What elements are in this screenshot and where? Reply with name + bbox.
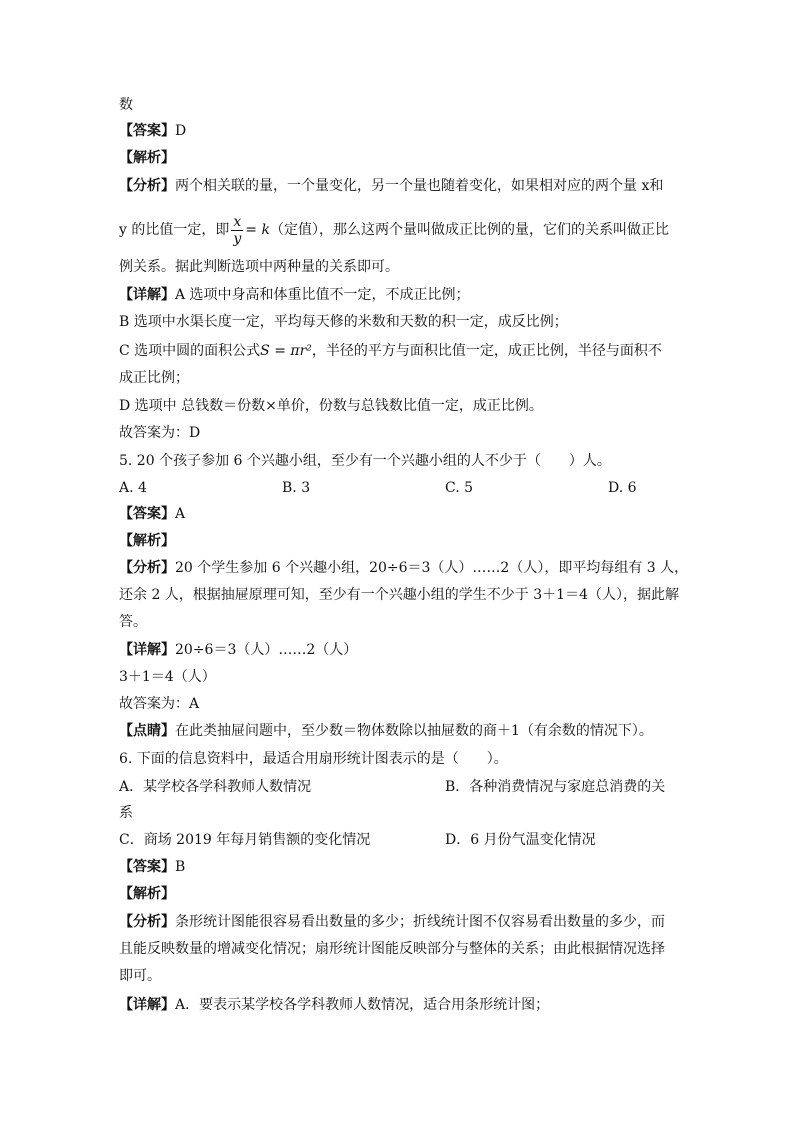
fenxi-tag: 【分析】 — [119, 560, 175, 576]
xiangjie-tag: 【详解】 — [119, 997, 175, 1013]
answer-value: A — [175, 506, 186, 522]
continued-text — [119, 95, 133, 115]
answer-value: B — [175, 859, 186, 875]
q6-jiexi: 【解析】 — [119, 886, 175, 902]
fraction-denominator: y — [233, 230, 242, 247]
q4-xiangjie-line-3 — [119, 341, 662, 361]
q5-xiangjie-line-1 — [119, 640, 357, 660]
q5-question: 5. 20 个孩子参加 6 个兴趣小组，至少有一个兴趣小组的人不少于（ ）人。 — [119, 453, 611, 469]
q4-xiangjie-line-5: D 选项中 总钱数＝份数×单价，份数与总钱数比值一定，成正比例。 — [119, 398, 543, 414]
answer-tag: 【答案】 — [119, 506, 175, 522]
q4-fenxi-line-2 — [119, 213, 669, 247]
q5-jiexi: 【解析】 — [119, 533, 175, 549]
xiangjie-tag: 【详解】 — [119, 642, 175, 658]
q4-final-answer: 故答案为：D — [119, 425, 201, 441]
text: 20÷6＝3（人）……2（人） — [175, 642, 358, 658]
text: 20 个学生参加 6 个兴趣小组，20÷6＝3（人）……2（人），即平均每组有 3 人， — [175, 560, 689, 576]
q6-option-d: D．6 月份气温变化情况 — [445, 832, 596, 848]
q4-fenxi-line-3: 例关系。据此判断选项中两种量的关系即可。 — [119, 259, 399, 275]
answer-tag: 【答案】 — [119, 123, 175, 139]
q5-option-d: D. 6 — [608, 480, 637, 496]
q5-fenxi-line-1 — [119, 558, 688, 578]
q4-jiexi: 【解析】 — [119, 150, 175, 166]
q5-fenxi-line-2: 还余 2 人，根据抽屉原理可知，至少有一个兴趣小组的学生不少于 3＋1＝4（人），据此解 — [119, 587, 679, 603]
q5-option-b: B. 3 — [282, 480, 311, 496]
q4-fenxi-line-1 — [119, 176, 663, 196]
q4-answer — [119, 121, 186, 141]
text: 条形统计图能很容易看出数量的多少；折线统计图不仅容易看出数量的多少，而 — [175, 914, 665, 930]
dianjing-tag: 【点睛】 — [119, 723, 175, 739]
q6-option-b: B．各种消费情况与家庭总消费的关 — [445, 779, 666, 795]
q6-fenxi-line-2: 且能反映数量的增减变化情况；扇形统计图能反映部分与整体的关系；由此根据情况选择 — [119, 941, 665, 957]
q6-option-b-wrap: 系 — [119, 805, 133, 821]
text: 数 — [119, 97, 133, 113]
q4-xiangjie-line-2: B 选项中水渠长度一定，平均每天修的米数和天数的积一定，成反比例； — [119, 314, 568, 330]
q5-answer — [119, 504, 185, 524]
q5-final-answer: 故答案为：A — [119, 696, 200, 712]
fenxi-tag: 【分析】 — [119, 178, 175, 194]
q6-fenxi-line-3: 即可。 — [119, 968, 161, 984]
q4-xiangjie-line-1 — [119, 285, 470, 305]
text: A 选项中身高和体重比值不一定，不成正比例； — [175, 287, 470, 303]
text: 两个相关联的量，一个量变化，另一个量也随着变化，如果相对应的两个量 x和 — [175, 178, 664, 194]
q6-xiangjie-line-1 — [119, 995, 549, 1015]
answer-tag: 【答案】 — [119, 859, 175, 875]
ratio-fraction — [231, 214, 243, 247]
text: y 的比值一定，即 — [119, 222, 230, 238]
text: C 选项中圆的面积公式 — [119, 343, 261, 359]
fenxi-tag: 【分析】 — [119, 914, 175, 930]
q5-option-c: C. 5 — [445, 480, 474, 496]
q6-answer — [119, 857, 185, 877]
text: ，半径的平方与面积比值一定，成正比例，半径与面积不 — [311, 343, 662, 359]
text: 在此类抽屉问题中，至少数＝物体数除以抽屉数的商＋1（有余数的情况下）。 — [175, 723, 653, 739]
q5-fenxi-line-3: 答。 — [119, 614, 147, 630]
fraction-numerator: x — [231, 214, 243, 231]
answer-value: D — [175, 123, 187, 139]
q6-option-a: A．某学校各学科教师人数情况 — [119, 779, 312, 795]
q4-xiangjie-line-4: 成正比例； — [119, 370, 189, 386]
q5-option-a: A. 4 — [119, 480, 147, 496]
circle-area-formula: S = πr² — [260, 343, 312, 359]
text: （定值），那么这两个量叫做成正比例的量，它们的关系叫做正比 — [269, 222, 669, 238]
q6-option-c: C．商场 2019 年每月销售额的变化情况 — [119, 832, 371, 848]
text: A．要表示某学校各学科教师人数情况，适合用条形统计图； — [175, 997, 550, 1013]
q6-question: 6. 下面的信息资料中，最适合用扇形统计图表示的是（ ）。 — [119, 751, 508, 767]
q5-dianjing — [119, 721, 653, 741]
xiangjie-tag: 【详解】 — [119, 287, 175, 303]
q6-fenxi-line-1 — [119, 912, 665, 932]
fraction-equals: = k — [245, 222, 270, 238]
q5-xiangjie-line-2: 3＋1＝4（人） — [119, 669, 216, 685]
